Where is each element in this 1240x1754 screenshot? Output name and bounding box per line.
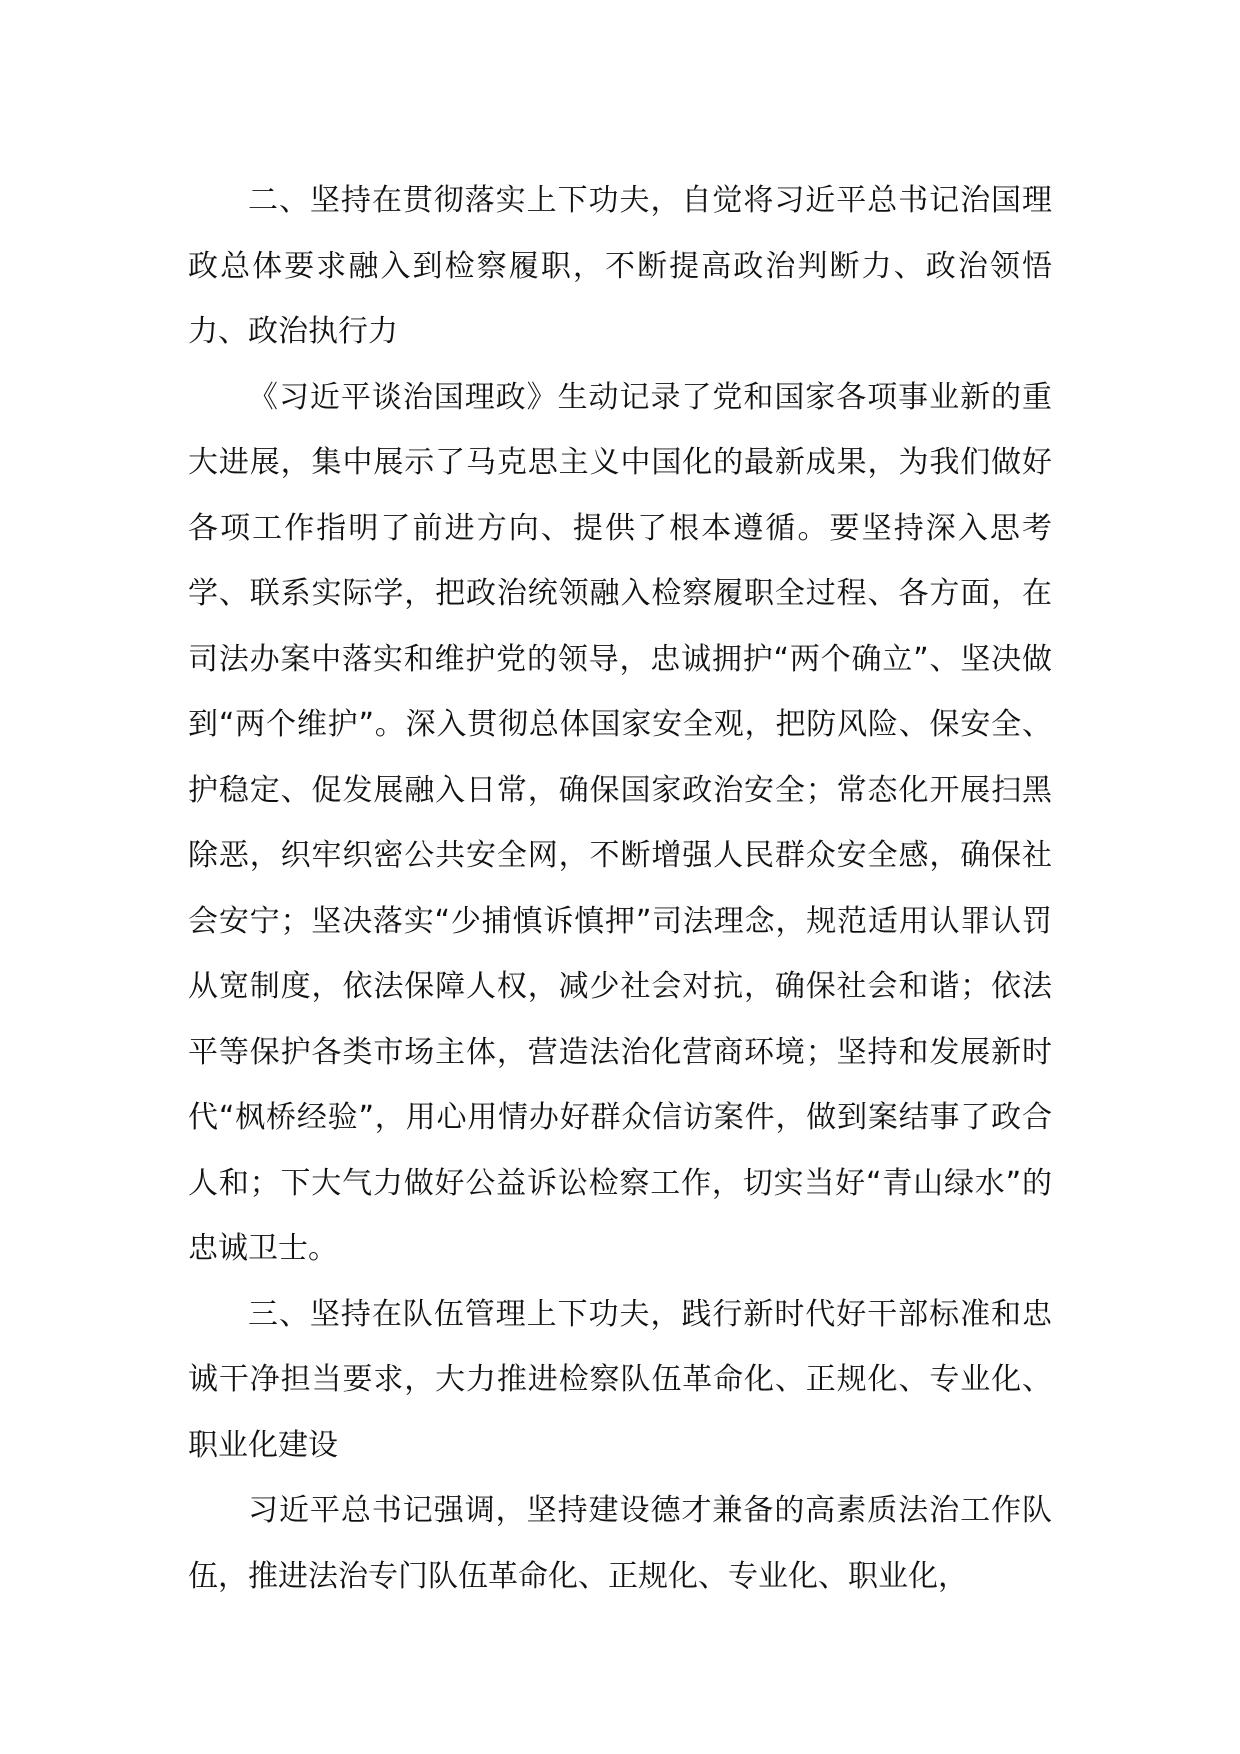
section-heading-three: 三、坚持在队伍管理上下功夫，践行新时代好干部标准和忠诚干净担当要求，大力推进检察队伍革命化、正规化、专业化、职业化建设 [188,1296,1052,1463]
body-paragraph: 习近平总书记强调，坚持建设德才兼备的高素质法治工作队伍，推进法治专门队伍革命化、正规化、专业化、职业化， [188,1493,1052,1594]
body-paragraph: 《习近平谈治国理政》生动记录了党和国家各项事业新的重大进展，集中展示了马克思主义中国化的最新成果，为我们做好各项工作指明了前进方向、提供了根本遵循。要坚持深入思考学、联系实际学，把政治统领融入检察履职全过程、各方面，在司法办案中落实和维护党的领导，忠诚拥护“两个确立”、坚决做到“两个维护”。深入贯彻总体国家安全观，把防风险、保安全、护稳定、促发展融入日常，确保国家政治安全；常态化开展扫黑除恶，织牢织密公共安全网，不断增强人民群众安全感，确保社会安宁；坚决落实“少捕慎诉慎押”司法理念，规范适用认罪认罚从宽制度，依法保障人权，减少社会对抗，确保社会和谐；依法平等保护各类市场主体，营造法治化营商环境；坚持和发展新时代“枫桥经验”，用心用情办好群众信访案件，做到案结事了政合人和；下大气力做好公益诉讼检察工作，切实当好“青山绿水”的忠诚卫士。 [188,379,1052,1266]
section-heading-two: 二、坚持在贯彻落实上下功夫，自觉将习近平总书记治国理政总体要求融入到检察履职，不断提高政治判断力、政治领悟力、政治执行力 [188,183,1052,349]
document-page [188,168,1052,1609]
